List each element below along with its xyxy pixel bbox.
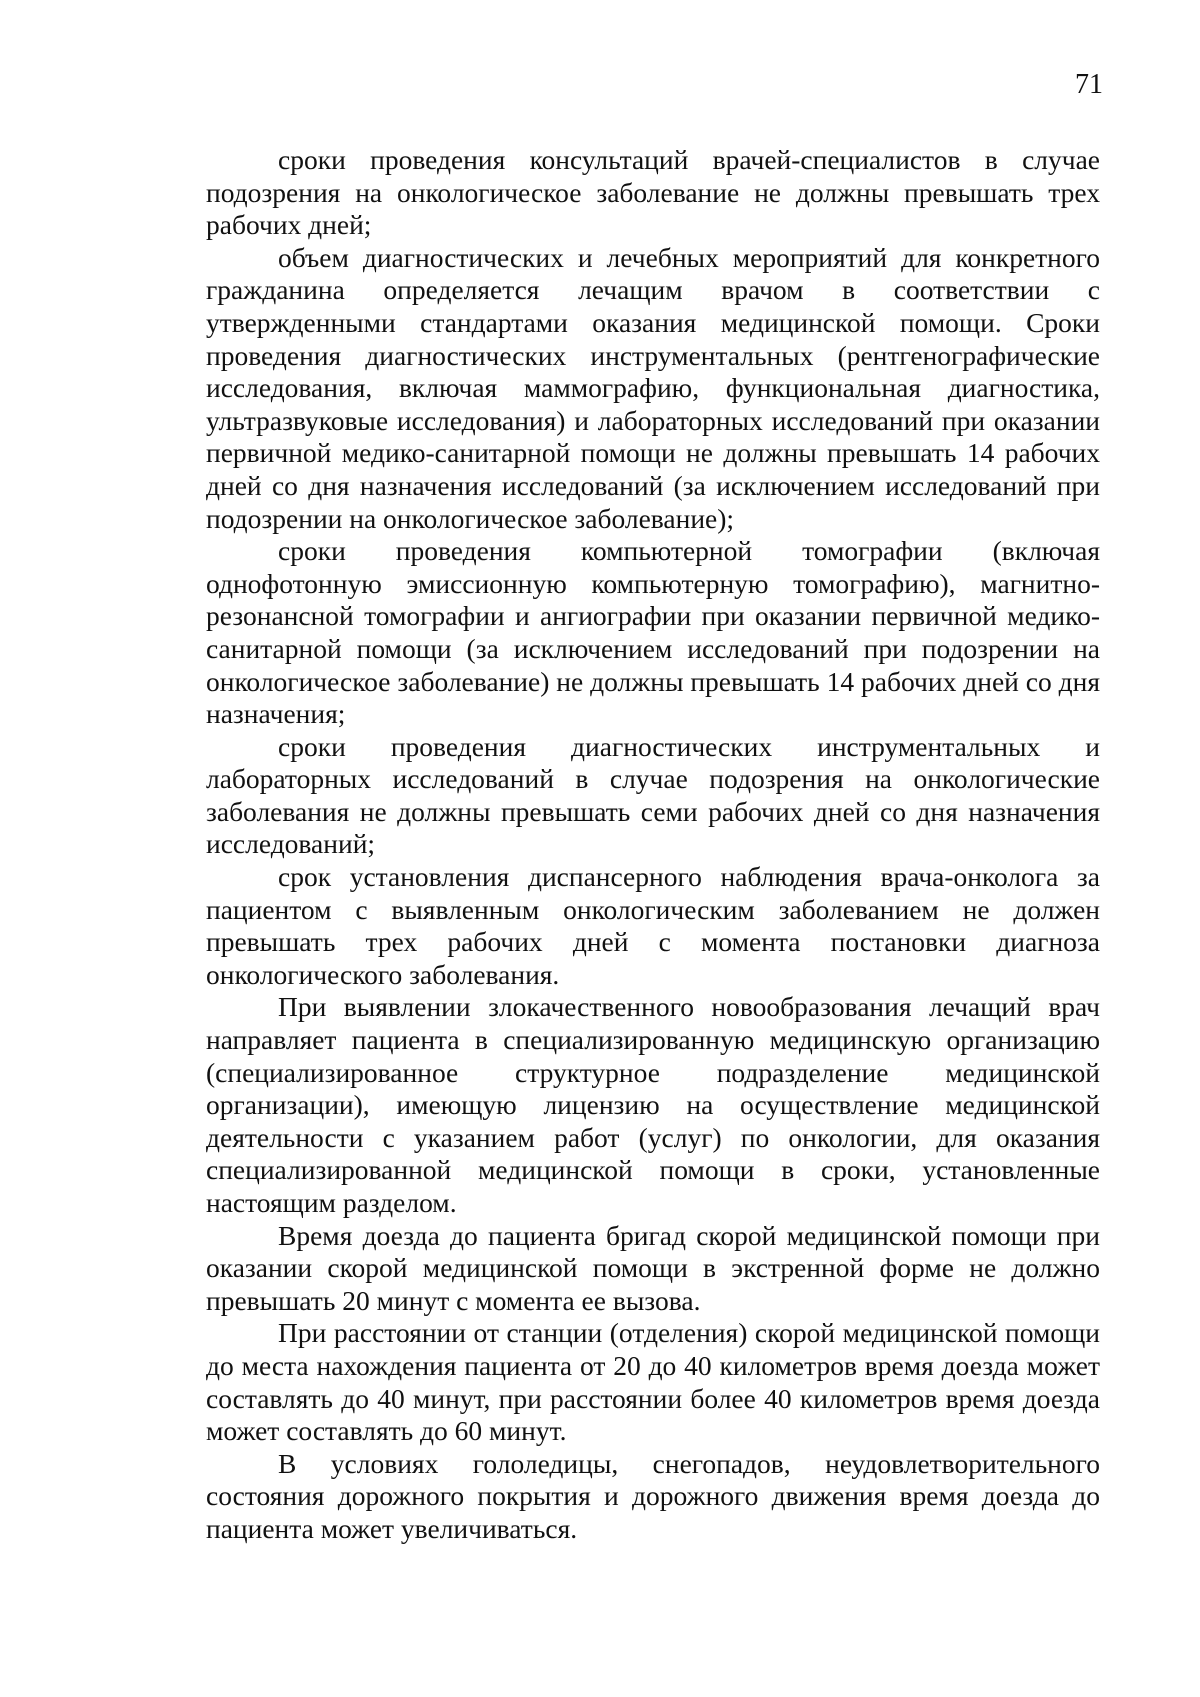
page-number: 71 <box>1075 69 1103 100</box>
paragraph-weather-conditions: В условиях гололедицы, снегопадов, неудовлетворительного состояния дорожного покрытия и дорожного движения время доезда до пациента может увеличиваться. <box>206 1447 1100 1544</box>
paragraph-consultation-terms: сроки проведения консультаций врачей-специалистов в случае подозрения на онкологическое заболевание не должны превышать трех рабочих дней; <box>206 144 1100 241</box>
paragraph-ambulance-arrival-time: Время доезда до пациента бригад скорой медицинской помощи при оказании скорой медицинской помощи в экстренной форме не должно превышать 20 минут с момента ее вызова. <box>206 1219 1100 1316</box>
paragraph-tomography-terms: сроки проведения компьютерной томографии (включая однофотонную эмиссионную компьютерную томографию), магнитно-резонансной томографии и ангиографии при оказании первичной медико-санитарной помощи (за исключением исследований при подозрении на онкологическое заболевание) не должны превышать 14 рабочих дней со дня назначения; <box>206 535 1100 730</box>
paragraph-malignancy-referral: При выявлении злокачественного новообразования лечащий врач направляет пациента в специализированную медицинскую организацию (специализированное структурное подразделение медицинской организации), имеющую лицензию на осуществление медицинской деятельности с указанием работ (услуг) по онкологии, для оказания специализированной медицинской помощи в сроки, установленные настоящим разделом. <box>206 991 1100 1218</box>
paragraph-dispensary-observation: срок установления диспансерного наблюдения врача-онколога за пациентом с выявленным онкологическим заболеванием не должен превышать трех рабочих дней с момента постановки диагноза онкологического заболевания. <box>206 861 1100 990</box>
paragraph-diagnostic-scope: объем диагностических и лечебных мероприятий для конкретного гражданина определяется лечащим врачом в соответствии с утвержденными стандартами оказания медицинской помощи. Сроки проведения диагностических инструментальных (рентгенографические исследования, включая маммографию, функциональная диагностика, ультразвуковые исследования) и лабораторных исследований при оказании первичной медико-санитарной помощи не должны превышать 14 рабочих дней со дня назначения исследований (за исключением исследований при подозрении на онкологическое заболевание); <box>206 241 1100 534</box>
paragraph-oncology-diagnostics-terms: сроки проведения диагностических инструментальных и лабораторных исследований в случае подозрения на онкологические заболевания не должны превышать семи рабочих дней со дня назначения исследований; <box>206 730 1100 860</box>
document-body <box>206 144 1100 1546</box>
paragraph-ambulance-distance: При расстоянии от станции (отделения) скорой медицинской помощи до места нахождения пациента от 20 до 40 километров время доезда может составлять до 40 минут, при расстоянии более 40 километров время доезда может составлять до 60 минут. <box>206 1317 1100 1447</box>
